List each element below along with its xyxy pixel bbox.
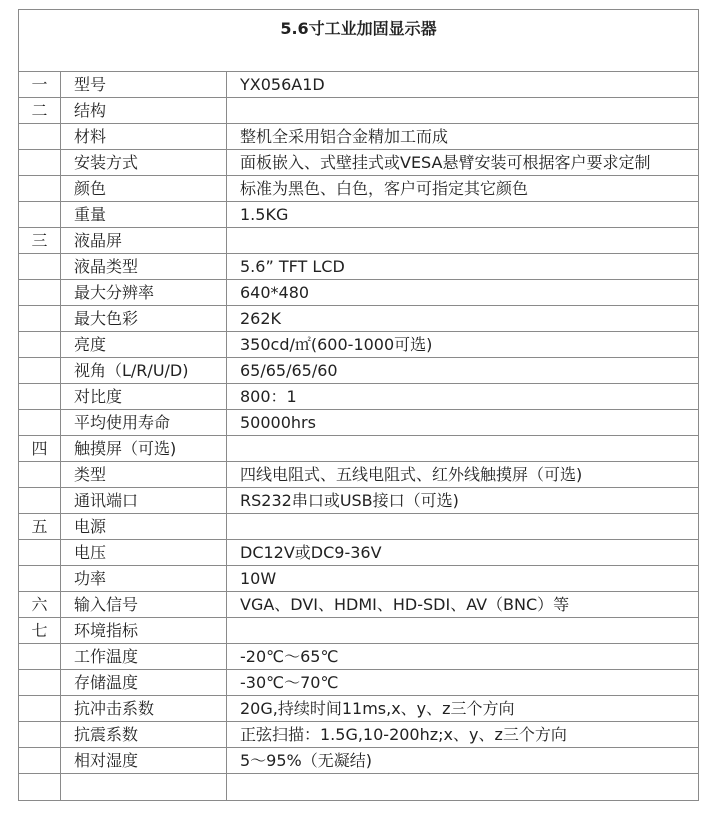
table-row <box>19 618 699 644</box>
spec-value-cell: RS232串口或USB接口（可选) <box>227 488 699 514</box>
table-title: 5.6寸工业加固显示器 <box>19 10 699 72</box>
section-number-cell <box>19 306 61 332</box>
spec-label-cell: 抗冲击系数 <box>61 696 227 722</box>
spec-table <box>18 9 699 801</box>
spec-value-cell <box>227 98 699 124</box>
table-row <box>19 332 699 358</box>
spec-value-cell: 640*480 <box>227 280 699 306</box>
spec-label-cell: 亮度 <box>61 332 227 358</box>
table-row <box>19 410 699 436</box>
spec-label-cell: 型号 <box>61 72 227 98</box>
title-row <box>19 10 699 72</box>
spec-value-cell <box>227 228 699 254</box>
spec-value-cell <box>227 618 699 644</box>
section-number-cell <box>19 488 61 514</box>
spec-label-cell: 工作温度 <box>61 644 227 670</box>
spec-label-cell: 最大分辨率 <box>61 280 227 306</box>
spec-label-cell: 相对湿度 <box>61 748 227 774</box>
section-number-cell <box>19 254 61 280</box>
spec-value-cell: -20℃～65℃ <box>227 644 699 670</box>
section-number-cell <box>19 176 61 202</box>
section-number-cell: 三 <box>19 228 61 254</box>
table-row <box>19 124 699 150</box>
table-row <box>19 306 699 332</box>
spec-value-cell: 50000hrs <box>227 410 699 436</box>
spec-value-cell: 65/65/65/60 <box>227 358 699 384</box>
table-row <box>19 358 699 384</box>
spec-label-cell: 环境指标 <box>61 618 227 644</box>
table-row <box>19 436 699 462</box>
spec-value-cell: 整机全采用铝合金精加工而成 <box>227 124 699 150</box>
spec-label-cell: 抗震系数 <box>61 722 227 748</box>
table-row <box>19 696 699 722</box>
spec-label-cell: 颜色 <box>61 176 227 202</box>
spec-label-cell: 视角（L/R/U/D) <box>61 358 227 384</box>
section-number-cell <box>19 644 61 670</box>
spec-value-cell: 5.6” TFT LCD <box>227 254 699 280</box>
section-number-cell <box>19 462 61 488</box>
table-row <box>19 280 699 306</box>
table-row <box>19 384 699 410</box>
spec-value-cell: 1.5KG <box>227 202 699 228</box>
spec-value-cell: 20G,持续时间11ms,x、y、z三个方向 <box>227 696 699 722</box>
section-number-cell <box>19 358 61 384</box>
spec-value-cell: 262K <box>227 306 699 332</box>
spec-label-cell: 液晶屏 <box>61 228 227 254</box>
section-number-cell <box>19 670 61 696</box>
table-row <box>19 514 699 540</box>
table-row <box>19 774 699 801</box>
section-number-cell <box>19 150 61 176</box>
table-row <box>19 592 699 618</box>
spec-value-cell: 四线电阻式、五线电阻式、红外线触摸屏（可选) <box>227 462 699 488</box>
spec-value-cell: 面板嵌入、式壁挂式或VESA悬臂安装可根据客户要求定制 <box>227 150 699 176</box>
spec-label-cell: 液晶类型 <box>61 254 227 280</box>
section-number-cell <box>19 696 61 722</box>
spec-label-cell <box>61 774 227 801</box>
spec-label-cell: 对比度 <box>61 384 227 410</box>
spec-label-cell: 最大色彩 <box>61 306 227 332</box>
section-number-cell: 六 <box>19 592 61 618</box>
table-row <box>19 644 699 670</box>
spec-label-cell: 安装方式 <box>61 150 227 176</box>
spec-value-cell: -30℃～70℃ <box>227 670 699 696</box>
table-row <box>19 488 699 514</box>
spec-label-cell: 重量 <box>61 202 227 228</box>
section-number-cell <box>19 410 61 436</box>
spec-value-cell: YX056A1D <box>227 72 699 98</box>
spec-value-cell: 标准为黑色、白色，客户可指定其它颜色 <box>227 176 699 202</box>
section-number-cell <box>19 566 61 592</box>
section-number-cell <box>19 280 61 306</box>
section-number-cell: 五 <box>19 514 61 540</box>
table-row <box>19 540 699 566</box>
table-row <box>19 72 699 98</box>
spec-label-cell: 输入信号 <box>61 592 227 618</box>
spec-label-cell: 存储温度 <box>61 670 227 696</box>
section-number-cell: 一 <box>19 72 61 98</box>
spec-value-cell <box>227 436 699 462</box>
spec-value-cell: 800：1 <box>227 384 699 410</box>
section-number-cell <box>19 540 61 566</box>
section-number-cell <box>19 332 61 358</box>
table-row <box>19 150 699 176</box>
spec-value-cell: 5～95%（无凝结) <box>227 748 699 774</box>
section-number-cell <box>19 748 61 774</box>
table-row <box>19 202 699 228</box>
table-row <box>19 670 699 696</box>
section-number-cell: 七 <box>19 618 61 644</box>
spec-label-cell: 电压 <box>61 540 227 566</box>
spec-value-cell: 350cd/㎡(600-1000可选) <box>227 332 699 358</box>
section-number-cell <box>19 774 61 801</box>
section-number-cell <box>19 202 61 228</box>
spec-label-cell: 触摸屏（可选) <box>61 436 227 462</box>
spec-label-cell: 结构 <box>61 98 227 124</box>
table-row <box>19 98 699 124</box>
spec-label-cell: 通讯端口 <box>61 488 227 514</box>
section-number-cell: 二 <box>19 98 61 124</box>
spec-value-cell: 10W <box>227 566 699 592</box>
table-row <box>19 748 699 774</box>
spec-value-cell: DC12V或DC9-36V <box>227 540 699 566</box>
section-number-cell <box>19 124 61 150</box>
section-number-cell: 四 <box>19 436 61 462</box>
spec-value-cell <box>227 514 699 540</box>
table-row <box>19 722 699 748</box>
spec-label-cell: 材料 <box>61 124 227 150</box>
spec-value-cell: VGA、DVI、HDMI、HD-SDI、AV（BNC）等 <box>227 592 699 618</box>
spec-label-cell: 功率 <box>61 566 227 592</box>
spec-value-cell: 正弦扫描：1.5G,10-200hz;x、y、z三个方向 <box>227 722 699 748</box>
spec-sheet <box>18 9 699 801</box>
table-row <box>19 566 699 592</box>
table-row <box>19 228 699 254</box>
spec-label-cell: 电源 <box>61 514 227 540</box>
section-number-cell <box>19 722 61 748</box>
spec-label-cell: 平均使用寿命 <box>61 410 227 436</box>
table-row <box>19 176 699 202</box>
section-number-cell <box>19 384 61 410</box>
table-row <box>19 462 699 488</box>
table-row <box>19 254 699 280</box>
spec-label-cell: 类型 <box>61 462 227 488</box>
spec-value-cell <box>227 774 699 801</box>
